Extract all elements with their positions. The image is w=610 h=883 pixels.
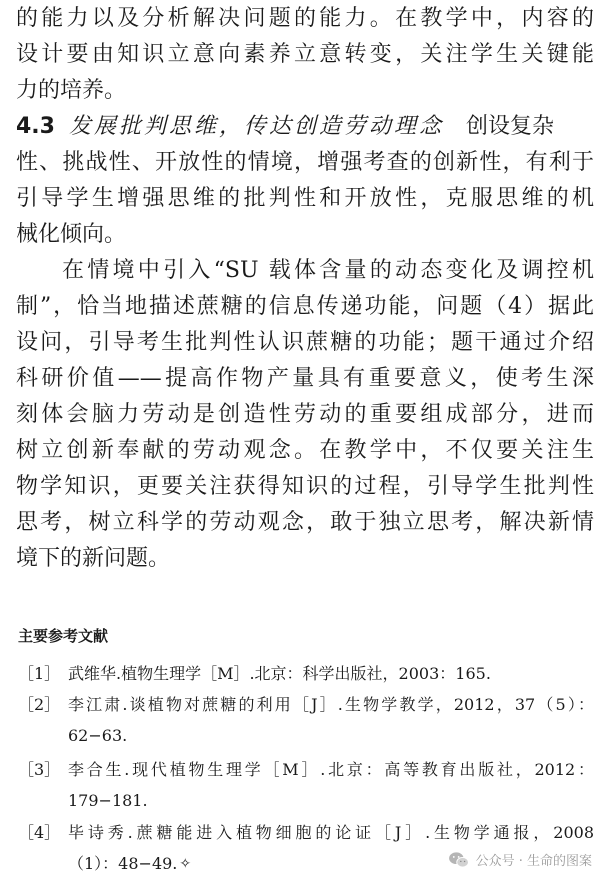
body-line: 设计要由知识立意向素养立意转变，关注学生关键能 <box>16 42 594 67</box>
references-heading: 主要参考文献 <box>18 627 109 645</box>
reference-item-4 <box>18 821 594 845</box>
body-line: 的能力以及分析解决问题的能力。在教学中，内容的 <box>16 6 594 31</box>
reference-item-1 <box>18 662 594 686</box>
section-lead-text: 创设复杂 <box>466 114 555 139</box>
reference-text: （1）：48−49. <box>68 854 178 873</box>
reference-text: 毕诗秀.蔗糖能进入植物细胞的论证［J］.生物学通报，2008 <box>68 823 594 842</box>
reference-text: 李合生.现代植物生理学［M］.北京：高等教育出版社，2012： <box>68 760 594 779</box>
reference-number: ［3］ <box>18 760 61 779</box>
reference-continuation: 62−63. <box>68 726 128 745</box>
body-line: 境下的新问题。 <box>16 546 171 571</box>
reference-number: ［1］ <box>18 664 61 683</box>
watermark-text: 公众号 · 生命的图案 <box>475 854 592 869</box>
wechat-icon <box>448 851 470 869</box>
reference-number: ［2］ <box>18 695 61 714</box>
reference-number: ［4］ <box>18 823 61 842</box>
reference-continuation-last <box>68 852 191 876</box>
body-line: 制”，恰当地描述蔗糖的信息传递功能，问题（4）据此 <box>16 294 594 319</box>
body-line: 物学知识，更要关注获得知识的过程，引导学生批判性 <box>16 474 594 499</box>
end-diamond-icon: ✧ <box>179 856 192 872</box>
section-heading-line <box>16 112 594 142</box>
body-line: 设问，引导考生批判性认识蔗糖的功能；题干通过介绍 <box>16 330 594 355</box>
reference-item-2 <box>18 693 594 717</box>
body-line: 树立创新奉献的劳动观念。在教学中，不仅要关注生 <box>16 438 594 463</box>
body-line: 性、挑战性、开放性的情境，增强考查的创新性，有利于 <box>16 150 594 175</box>
reference-item-3 <box>18 758 594 782</box>
section-title: 发展批判思维，传达创造劳动理念 <box>68 114 444 139</box>
reference-text: 武维华.植物生理学［M］.北京：科学出版社，2003：165. <box>68 664 491 683</box>
watermark <box>444 848 596 871</box>
body-line: 引导学生增强思维的批判性和开放性，克服思维的机 <box>16 186 594 211</box>
body-line: 科研价值——提高作物产量具有重要意义，使考生深 <box>16 366 594 391</box>
body-line: 刻体会脑力劳动是创造性劳动的重要组成部分，进而 <box>16 402 594 427</box>
reference-continuation: 179−181. <box>68 791 148 810</box>
body-line: 思考，树立科学的劳动观念，敢于独立思考，解决新情 <box>16 510 594 535</box>
reference-text: 李江肃.谈植物对蔗糖的利用［J］.生物学教学，2012，37（5）： <box>68 695 594 714</box>
section-number: 4.3 <box>16 114 55 139</box>
body-line: 械化倾向。 <box>16 222 127 247</box>
paragraph-first-line: 在情境中引入“SU 载体含量的动态变化及调控机 <box>62 258 594 283</box>
body-line: 力的培养。 <box>16 78 127 103</box>
